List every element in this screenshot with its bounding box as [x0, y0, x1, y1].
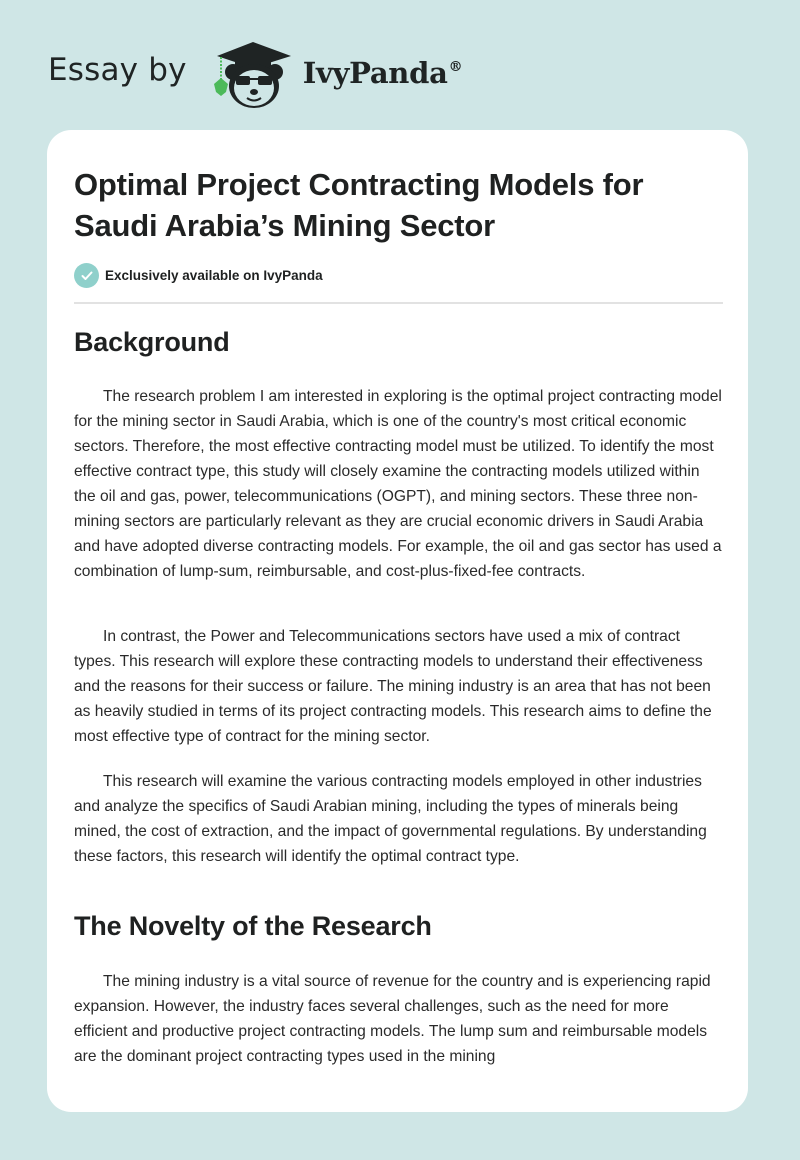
registered-mark: ®: [448, 59, 463, 75]
paragraph: In contrast, the Power and Telecommunications sectors have used a mix of contract types. This research will explore these contracting models to understand their effectiveness and the reasons for their success or failure. The mining industry is an area that has not been as heavily studied in terms of its project contracting models. This research aims to define the most effective type of contract for the mining sector.: [74, 628, 712, 745]
brand-text: IvyPanda: [302, 56, 448, 90]
paragraph: The research problem I am interested in exploring is the optimal project contracting model for the mining sector in Saudi Arabia, which is one of the country's most critical economic sectors. Therefore, the most effective contracting model must be utilized. To identify the most effective contract type, this study will closely examine the contracting models utilized within the oil and gas, power, telecommunications (OGPT), and mining sectors. These three non-mining sectors are particularly relevant as they are crucial economic drivers in Saudi Arabia and have adopted diverse contracting models. For example, the oil and gas sector has used a combination of lump-sum, reimbursable, and cost-plus-fixed-fee contracts.: [74, 388, 722, 580]
essay-by-label: Essay by: [48, 52, 187, 88]
section-heading-novelty: The Novelty of the Research: [74, 911, 432, 941]
check-circle-icon: [74, 263, 99, 288]
divider: [74, 302, 723, 304]
exclusive-badge: [74, 263, 323, 288]
essay-card: [47, 130, 748, 1112]
exclusive-text: Exclusively available on IvyPanda: [105, 268, 323, 283]
paragraph: This research will examine the various contracting models employed in other industries and analyze the specifics of Saudi Arabian mining, including the types of minerals being mined, the cost of extraction, and the impact of governmental regulations. By understanding these factors, this research will identify the optimal contract type.: [74, 773, 707, 865]
panda-graduate-logo-icon[interactable]: [207, 36, 297, 112]
section-heading-background: Background: [74, 327, 230, 357]
paragraph: The mining industry is a vital source of revenue for the country and is experiencing rapid expansion. However, the industry faces several challenges, such as the need for more efficient and productive project contracting models. The lump sum and reimbursable models are the dominant project contracting types used in the mining: [74, 973, 711, 1065]
brand-name[interactable]: [303, 56, 463, 90]
page-title: Optimal Project Contracting Models for Saudi Arabia’s Mining Sector: [74, 167, 644, 243]
site-header: [48, 34, 462, 114]
